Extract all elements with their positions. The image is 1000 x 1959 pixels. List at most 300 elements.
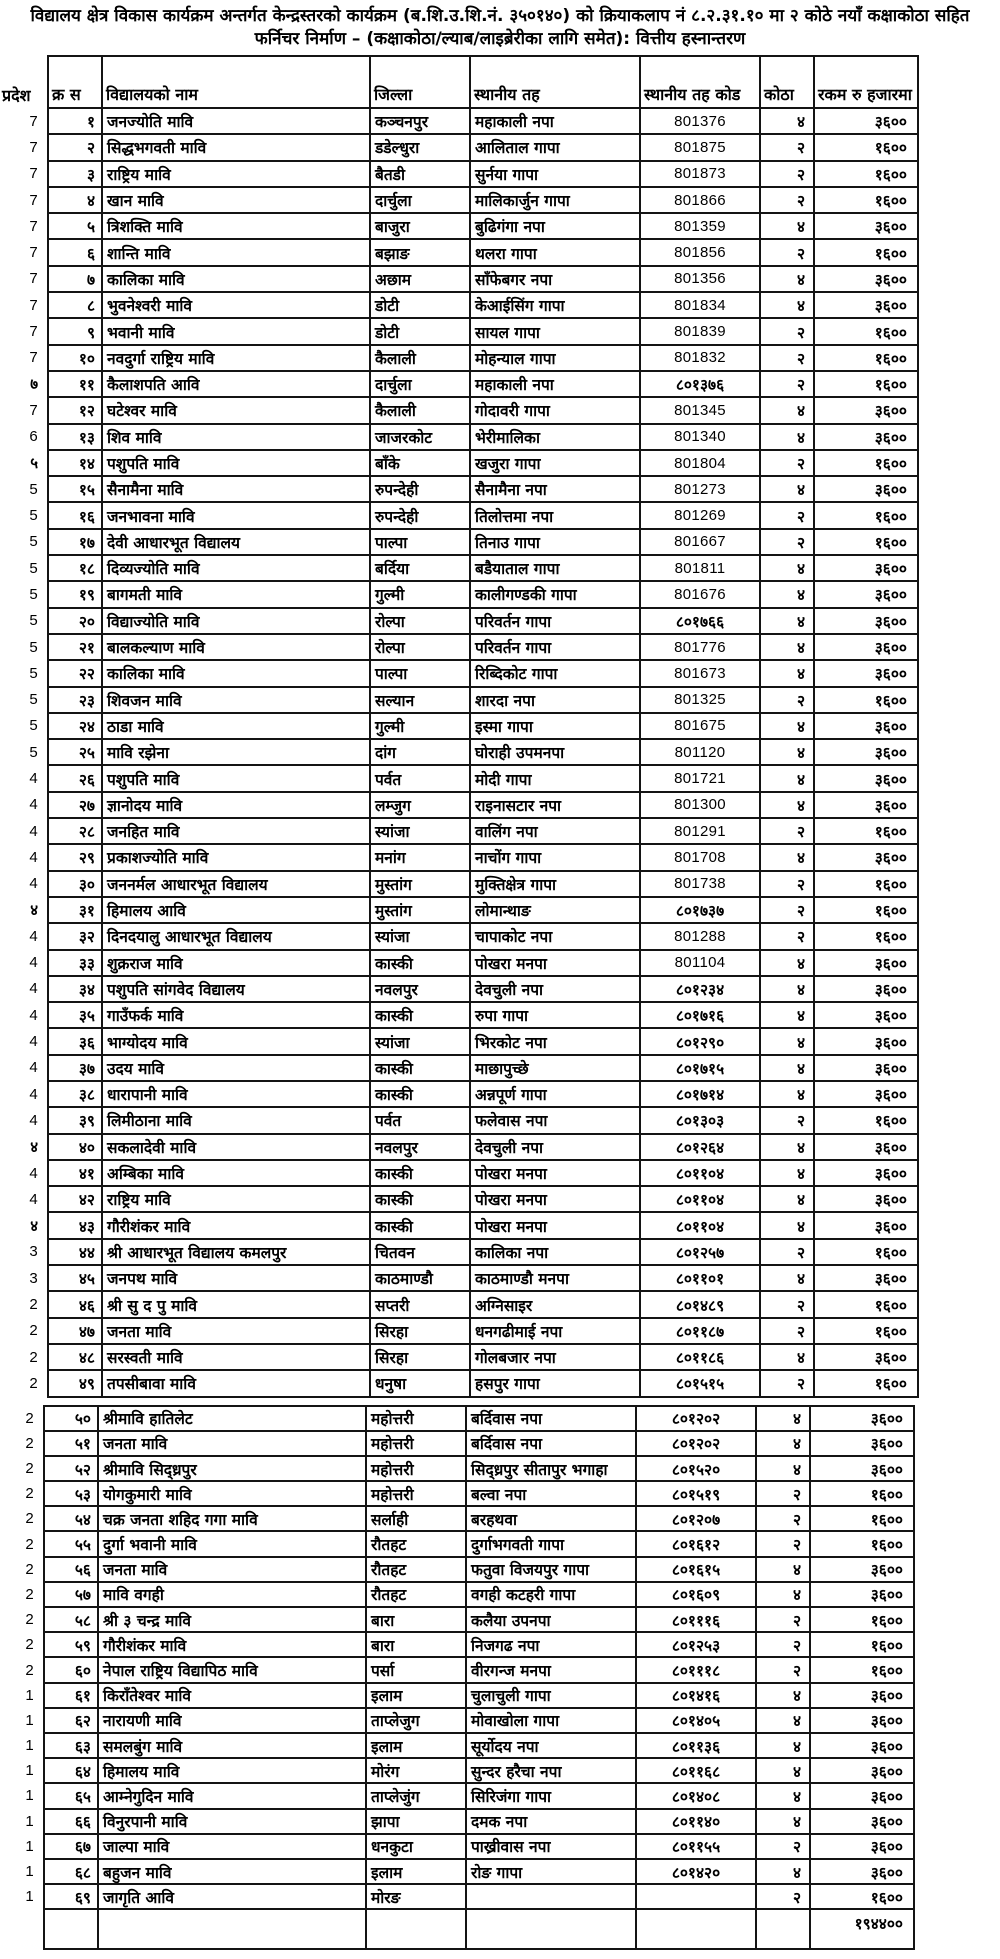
cell-province: 1 [0,1708,44,1733]
cell-province: 1 [0,1834,44,1859]
cell-school-name: कालिका मावि [102,660,370,686]
cell-province: 1 [0,1859,44,1884]
cell-code: 801708 [640,844,760,870]
cell-amount: ३६०० [814,397,918,423]
table-row [0,1055,918,1081]
table-row [0,1582,914,1607]
cell-school-name: बागमती मावि [102,581,370,607]
total-empty-rooms [756,1909,810,1949]
cell-rooms: ४ [760,844,814,870]
cell-serial: १७ [48,529,102,555]
cell-serial: ४० [48,1134,102,1160]
cell-local-level: बडैयाताल गापा [470,555,640,581]
cell-school-name: विद्याज्योति मावि [102,608,370,634]
cell-serial: ६८ [44,1859,98,1884]
cell-district: ताप्लेजुग [366,1708,466,1733]
cell-code: 801738 [640,871,760,897]
cell-code: ८०१४१६ [636,1683,756,1708]
cell-local-level: बर्दिवास नपा [466,1431,636,1456]
cell-serial: ३८ [48,1081,102,1107]
cell-school-name: बालकल्याण मावि [102,634,370,660]
cell-serial: ५० [44,1406,98,1431]
cell-rooms: २ [756,1481,810,1506]
cell-rooms: २ [756,1834,810,1859]
table-row [0,1370,918,1396]
table-row [0,1809,914,1834]
cell-province: 3 [0,1239,48,1265]
cell-amount: ३६०० [814,476,918,502]
cell-amount: ३६०० [814,1186,918,1212]
cell-code: ८०११४० [636,1809,756,1834]
cell-province: 5 [0,634,48,660]
cell-province: 2 [0,1632,44,1657]
cell-rooms: २ [760,529,814,555]
cell-province: 4 [0,844,48,870]
cell-amount: ३६०० [810,1733,914,1758]
col-header-school-name: विद्यालयको नाम [102,56,370,108]
cell-amount: ३६०० [810,1431,914,1456]
cell-code: ८०१२०२ [636,1406,756,1431]
cell-code: ८०१४८९ [640,1291,760,1317]
col-header-province: प्रदेश [0,56,48,108]
cell-rooms: २ [760,923,814,949]
cell-district: रोल्पा [370,608,470,634]
cell-school-name: श्रीमावि सिद्ध्रपुर [98,1456,366,1481]
cell-province: ४ [0,1134,48,1160]
cell-rooms: ४ [756,1783,810,1808]
cell-local-level: दुर्गाभगवती गापा [466,1531,636,1556]
cell-province: 5 [0,713,48,739]
cell-local-level: सुन्दर हरैचा नपा [466,1758,636,1783]
cell-district: चितवन [370,1239,470,1265]
cell-rooms: २ [760,1370,814,1396]
cell-district: स्यांजा [370,1028,470,1054]
cell-code: 801667 [640,529,760,555]
table-row [0,871,918,897]
cell-district: मुस्तांग [370,897,470,923]
table-row [0,1406,914,1431]
cell-code: 801776 [640,634,760,660]
cell-serial: ४७ [48,1318,102,1344]
cell-rooms: ४ [756,1406,810,1431]
cell-serial: २८ [48,818,102,844]
cell-rooms: ४ [760,713,814,739]
cell-serial: ६७ [44,1834,98,1859]
cell-rooms: २ [760,1291,814,1317]
cell-province: 4 [0,923,48,949]
cell-province: 1 [0,1733,44,1758]
cell-school-name: उदय मावि [102,1055,370,1081]
cell-amount: ३६०० [814,1002,918,1028]
cell-district: डडेल्धुरा [370,134,470,160]
cell-local-level: पोखरा मनपा [470,1160,640,1186]
table-row [0,687,918,713]
cell-district: कास्की [370,1160,470,1186]
cell-code: 801873 [640,161,760,187]
cell-amount: ३६०० [814,608,918,634]
total-empty-code [636,1909,756,1949]
cell-code: 801356 [640,266,760,292]
cell-code: ८०११५५ [636,1834,756,1859]
cell-code: ८०११०१ [640,1265,760,1291]
cell-school-name: ज्ञानोदय मावि [102,792,370,818]
cell-district: सप्तरी [370,1291,470,1317]
cell-amount: ३६०० [814,1055,918,1081]
cell-rooms: ४ [760,1081,814,1107]
table-row [0,108,918,134]
cell-local-level: मुक्तिक्षेत्र गापा [470,871,640,897]
cell-amount: १६०० [814,1107,918,1133]
cell-province: 4 [0,950,48,976]
cell-district: गुल्मी [370,713,470,739]
table-row [0,923,918,949]
cell-province: 4 [0,818,48,844]
cell-rooms: ४ [756,1859,810,1884]
allocation-table-1 [0,55,919,1398]
cell-amount: १६०० [814,1239,918,1265]
cell-serial: ६६ [44,1809,98,1834]
cell-code: ८०१२५३ [636,1632,756,1657]
cell-amount: ३६०० [814,581,918,607]
cell-local-level: सायल गापा [470,318,640,344]
cell-serial: २३ [48,687,102,713]
col-header-local-level: स्थानीय तह [470,56,640,108]
cell-province: 7 [0,345,48,371]
total-row [0,1909,914,1949]
cell-rooms: ४ [760,555,814,581]
cell-serial: १९ [48,581,102,607]
cell-serial: ६२ [44,1708,98,1733]
cell-rooms: २ [760,1318,814,1344]
cell-province: 4 [0,1002,48,1028]
cell-amount: १६०० [810,1506,914,1531]
document-title [0,0,1000,51]
cell-province: 5 [0,608,48,634]
table-row [0,424,918,450]
cell-school-name: लिमीठाना मावि [102,1107,370,1133]
cell-local-level: फलेवास नपा [470,1107,640,1133]
cell-province: ७ [0,371,48,397]
cell-district: रुपन्देही [370,502,470,528]
cell-amount: १६०० [814,345,918,371]
cell-amount: ३६०० [814,424,918,450]
cell-district: महोत्तरी [366,1406,466,1431]
cell-school-name: भवानी मावि [102,318,370,344]
cell-school-name: त्रिशक्ति मावि [102,213,370,239]
cell-serial: ६० [44,1657,98,1682]
table-row [0,161,918,187]
cell-province: 4 [0,871,48,897]
cell-amount: ३६०० [814,1160,918,1186]
cell-local-level: राइनासटार नपा [470,792,640,818]
cell-school-name: पशुपति मावि [102,765,370,791]
cell-local-level: परिवर्तन गापा [470,608,640,634]
cell-amount: १६०० [814,239,918,265]
cell-rooms: ४ [760,1028,814,1054]
cell-province: 5 [0,581,48,607]
cell-code: ८०१२६४ [640,1134,760,1160]
cell-code: 801834 [640,292,760,318]
cell-local-level: धनगढीमाई नपा [470,1318,640,1344]
cell-school-name: पशुपति मावि [102,450,370,476]
cell-serial: ४८ [48,1344,102,1370]
cell-amount: १६०० [814,871,918,897]
cell-province: 5 [0,687,48,713]
cell-school-name: गाउँफर्क मावि [102,1002,370,1028]
cell-serial: ८ [48,292,102,318]
cell-rooms: २ [756,1884,810,1909]
cell-code: ८०१५१५ [640,1370,760,1396]
cell-serial: ४२ [48,1186,102,1212]
cell-province: ५ [0,450,48,476]
cell-rooms: ४ [760,765,814,791]
cell-province: 5 [0,502,48,528]
cell-school-name: भाग्योदय मावि [102,1028,370,1054]
cell-amount: ३६०० [814,292,918,318]
cell-rooms: ४ [760,950,814,976]
cell-district: डोटी [370,318,470,344]
cell-serial: ५९ [44,1632,98,1657]
cell-amount: ३६०० [814,792,918,818]
cell-local-level: तिनाउ गापा [470,529,640,555]
cell-district: इलाम [366,1683,466,1708]
cell-code: 801340 [640,424,760,450]
cell-rooms: २ [760,239,814,265]
cell-province: 5 [0,529,48,555]
cell-serial: ६ [48,239,102,265]
cell-province: 5 [0,476,48,502]
cell-rooms: २ [760,687,814,713]
cell-rooms: ४ [760,424,814,450]
cell-code: 801345 [640,397,760,423]
cell-rooms: ४ [760,292,814,318]
cell-rooms: २ [760,871,814,897]
table-row [0,713,918,739]
cell-district: कैलाली [370,345,470,371]
cell-province: ४ [0,1212,48,1238]
table-row [0,765,918,791]
cell-code: ८०१७३७ [640,897,760,923]
cell-district: बाजुरा [370,213,470,239]
cell-serial: ५८ [44,1607,98,1632]
cell-school-name: मावि वगही [98,1582,366,1607]
cell-serial: १५ [48,476,102,502]
table-row [0,502,918,528]
cell-amount: १६०० [810,1607,914,1632]
total-empty-district [366,1909,466,1949]
cell-district: कैलाली [370,397,470,423]
table-row [0,1708,914,1733]
cell-code: 801376 [640,108,760,134]
cell-district: झापा [366,1809,466,1834]
cell-province: 4 [0,1081,48,1107]
cell-serial: ३० [48,871,102,897]
cell-amount: १६०० [810,1657,914,1682]
cell-code: ८०११०४ [640,1160,760,1186]
cell-serial: ३७ [48,1055,102,1081]
cell-serial: ९ [48,318,102,344]
table-row [0,1318,918,1344]
cell-local-level: पोखरा मनपा [470,1212,640,1238]
cell-province: 6 [0,424,48,450]
cell-code: ८०१५२० [636,1456,756,1481]
cell-local-level: देवचुली नपा [470,976,640,1002]
cell-serial: ३१ [48,897,102,923]
cell-province: 7 [0,292,48,318]
table-row [0,1186,918,1212]
cell-amount: ३६०० [814,844,918,870]
cell-school-name: तपसीबावा मावि [102,1370,370,1396]
cell-serial: ४९ [48,1370,102,1396]
cell-school-name: जननर्मल आधारभूत विद्यालय [102,871,370,897]
cell-local-level: मालिकार्जुन गापा [470,187,640,213]
cell-school-name: श्री सु द पु मावि [102,1291,370,1317]
cell-district: जाजरकोट [370,424,470,450]
cell-school-name: सिद्धभगवती मावि [102,134,370,160]
cell-rooms: २ [760,897,814,923]
cell-code: 801325 [640,687,760,713]
cell-local-level: चुलाचुली गापा [466,1683,636,1708]
cell-serial: २० [48,608,102,634]
cell-district: कञ्चनपुर [370,108,470,134]
cell-district: बाँके [370,450,470,476]
table-row [0,634,918,660]
cell-local-level: वगही कटहरी गापा [466,1582,636,1607]
table-row [0,1506,914,1531]
cell-local-level: मोवाखोला गापा [466,1708,636,1733]
table-row [0,739,918,765]
cell-local-level: फतुवा विजयपुर गापा [466,1557,636,1582]
cell-code: 801832 [640,345,760,371]
cell-school-name: हिमालय मावि [98,1758,366,1783]
cell-rooms: ४ [760,1265,814,1291]
cell-local-level: सैनामैना नपा [470,476,640,502]
cell-local-level: सूर्योदय नपा [466,1733,636,1758]
cell-local-level: कालिका नपा [470,1239,640,1265]
cell-school-name: राष्ट्रिय मावि [102,161,370,187]
cell-district: पर्वत [370,1107,470,1133]
cell-school-name: सरस्वती मावि [102,1344,370,1370]
table-row [0,555,918,581]
cell-serial: ४३ [48,1212,102,1238]
cell-local-level: घोराही उपमनपा [470,739,640,765]
cell-province: 4 [0,1160,48,1186]
cell-serial: ५४ [44,1506,98,1531]
cell-local-level: सिरिजंगा गापा [466,1783,636,1808]
cell-rooms: ४ [760,792,814,818]
cell-code: 801721 [640,765,760,791]
cell-amount: ३६०० [814,950,918,976]
table-row [0,529,918,555]
cell-province: 4 [0,1107,48,1133]
cell-district: रौतहट [366,1582,466,1607]
cell-code: ८०११८६ [640,1344,760,1370]
cell-rooms: ४ [760,976,814,1002]
cell-district: ताप्लेजुंग [366,1783,466,1808]
cell-local-level: गोदावरी गापा [470,397,640,423]
cell-rooms: ४ [760,108,814,134]
table-row [0,1683,914,1708]
cell-serial: १ [48,108,102,134]
cell-serial: २४ [48,713,102,739]
cell-serial: ५७ [44,1582,98,1607]
cell-district: महोत्तरी [366,1481,466,1506]
cell-amount: १६०० [814,923,918,949]
cell-province: 7 [0,187,48,213]
cell-amount: १६०० [814,502,918,528]
cell-local-level: नाचोंग गापा [470,844,640,870]
cell-amount: १६०० [814,318,918,344]
table-row [0,1028,918,1054]
cell-province: 3 [0,1265,48,1291]
cell-serial: २९ [48,844,102,870]
cell-school-name: जनहित मावि [102,818,370,844]
cell-district: मोरंग [366,1758,466,1783]
cell-local-level: अग्निसाइर [470,1291,640,1317]
cell-school-name: नारायणी मावि [98,1708,366,1733]
cell-local-level: पोखरा मनपा [470,1186,640,1212]
cell-province: 4 [0,1028,48,1054]
cell-district: रौतहट [366,1557,466,1582]
table-row [0,397,918,423]
cell-local-level: रिब्दिकोट गापा [470,660,640,686]
cell-province: 1 [0,1783,44,1808]
cell-rooms: २ [756,1657,810,1682]
cell-province: 1 [0,1758,44,1783]
cell-code: ८०११६८ [636,1758,756,1783]
cell-serial: ५ [48,213,102,239]
cell-serial: ३३ [48,950,102,976]
cell-school-name: जनभावना मावि [102,502,370,528]
table-row [0,1557,914,1582]
cell-local-level: दमक नपा [466,1809,636,1834]
cell-serial: ३ [48,161,102,187]
cell-school-name: शिव मावि [102,424,370,450]
cell-local-level [466,1884,636,1909]
cell-code: 801856 [640,239,760,265]
cell-code: ८०१११८ [636,1657,756,1682]
cell-district: कास्की [370,950,470,976]
cell-province: 5 [0,739,48,765]
cell-school-name: जाल्पा मावि [98,1834,366,1859]
table-row [0,371,918,397]
cell-code: ८०१३०३ [640,1107,760,1133]
cell-district: नवलपुर [370,1134,470,1160]
cell-rooms: ४ [756,1431,810,1456]
cell-code: ८०१२०७ [636,1506,756,1531]
cell-rooms: ४ [760,739,814,765]
cell-rooms: २ [756,1531,810,1556]
cell-province: 2 [0,1456,44,1481]
cell-rooms: ४ [760,1055,814,1081]
table-row [0,1002,918,1028]
cell-code: 801839 [640,318,760,344]
cell-serial: ५३ [44,1481,98,1506]
table-row [0,266,918,292]
cell-province: ४ [0,897,48,923]
cell-school-name: मावि रझेना [102,739,370,765]
cell-province: 7 [0,239,48,265]
cell-rooms: ४ [760,1160,814,1186]
cell-school-name: धारापानी मावि [102,1081,370,1107]
cell-rooms: २ [760,161,814,187]
cell-amount: १६०० [814,134,918,160]
cell-rooms: ४ [760,1134,814,1160]
table-row [0,608,918,634]
cell-rooms: ४ [760,608,814,634]
cell-local-level: चापाकोट नपा [470,923,640,949]
cell-code: ८०१६१२ [636,1531,756,1556]
